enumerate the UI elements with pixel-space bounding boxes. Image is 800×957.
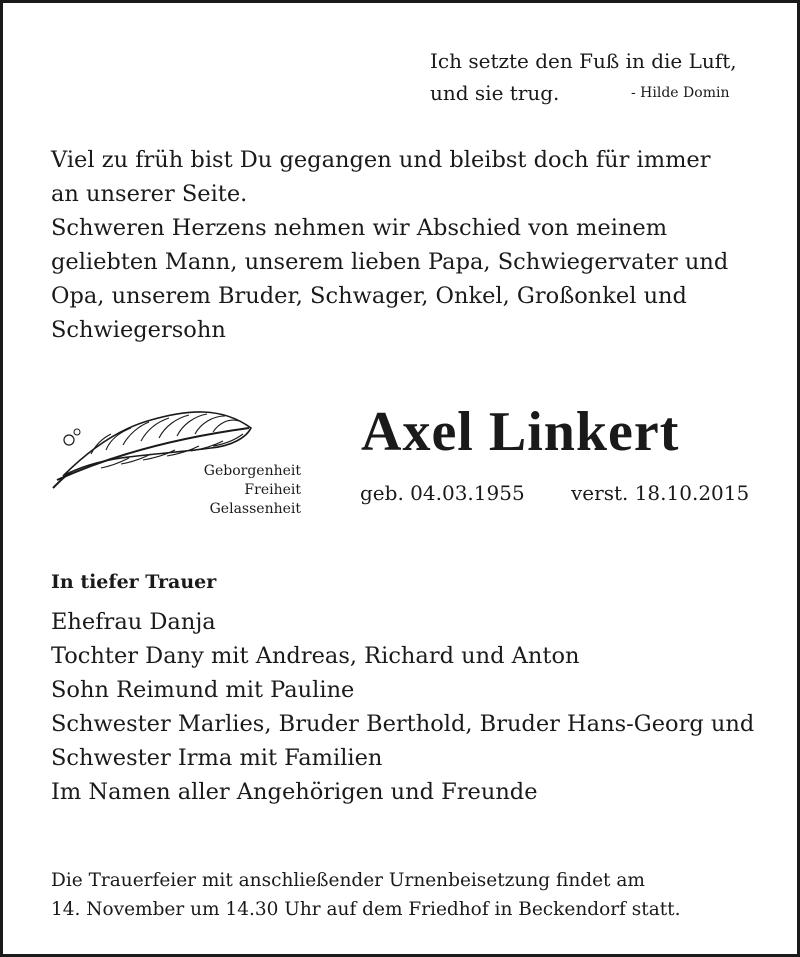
intro-line: Opa, unserem Bruder, Schwager, Onkel, Großonkel und <box>51 283 687 309</box>
value-word: Freiheit <box>244 482 301 498</box>
funeral-info <box>51 866 681 924</box>
mourner-line: Ehefrau Danja <box>51 609 216 635</box>
emblem-values <box>173 462 301 519</box>
mourner-line: Schwester Marlies, Bruder Berthold, Bruder Hans-Georg und <box>51 711 755 737</box>
mourner-line: Sohn Reimund mit Pauline <box>51 677 355 703</box>
mourner-line: Schwester Irma mit Familien <box>51 745 383 771</box>
death-date: verst. 18.10.2015 <box>571 481 750 505</box>
intro-line: Schweren Herzens nehmen wir Abschied von meinem <box>51 215 668 241</box>
intro-text <box>51 143 771 347</box>
intro-line: an unserer Seite. <box>51 181 248 207</box>
mourner-line: Tochter Dany mit Andreas, Richard und Anton <box>51 643 580 669</box>
funeral-line: 14. November um 14.30 Uhr auf dem Friedhof in Beckendorf statt. <box>51 899 681 920</box>
intro-line: geliebten Mann, unserem lieben Papa, Schwiegervater und <box>51 249 729 275</box>
value-word: Gelassenheit <box>209 501 301 517</box>
birth-date: geb. 04.03.1955 <box>360 481 525 505</box>
intro-line: Viel zu früh bist Du gegangen und bleibst doch für immer <box>51 147 711 173</box>
deceased-name: Axel Linkert <box>361 401 680 463</box>
funeral-line: Die Trauerfeier mit anschließender Urnenbeisetzung findet am <box>51 870 645 891</box>
value-word: Geborgenheit <box>203 463 301 479</box>
motto-author: - Hilde Domin <box>631 85 730 101</box>
mourners-list <box>51 605 754 809</box>
motto-line-1: Ich setzte den Fuß in die Luft, <box>430 49 737 73</box>
mourners-heading: In tiefer Trauer <box>51 571 217 593</box>
motto-line-2: und sie trug. <box>430 81 560 105</box>
mourner-line: Im Namen aller Angehörigen und Freunde <box>51 779 538 805</box>
intro-line: Schwiegersohn <box>51 317 226 343</box>
